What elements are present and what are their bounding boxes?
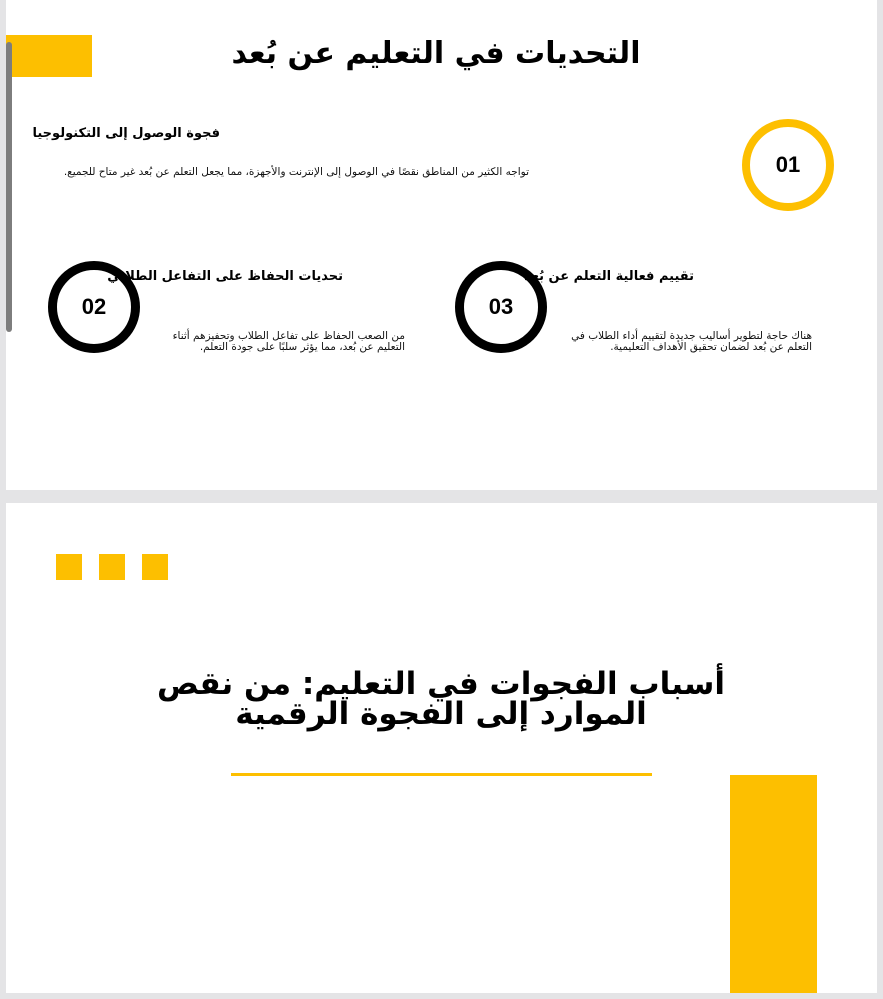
slide-2[interactable] xyxy=(6,503,877,993)
item-01-title: فجوة الوصول إلى التكنولوجيا xyxy=(32,126,220,141)
number-01: 01 xyxy=(775,152,801,177)
side-accent-bar xyxy=(730,775,817,993)
item-03-text: هناك حاجة لتطوير أساليب جديدة لتقييم أداء الطلاب في التعلم عن بُعد لضمان تحقيق الأهداف التعليمية. xyxy=(571,330,812,353)
number-03: 03 xyxy=(488,294,514,319)
item-02-title: تحديات الحفاظ على التفاعل الطلابي xyxy=(107,269,343,284)
title-accent-bar xyxy=(6,35,92,77)
slide-1-title: التحديات في التعليم عن بُعد xyxy=(231,36,641,71)
decor-square-3 xyxy=(142,554,168,580)
item-01-text: تواجه الكثير من المناطق نقصًا في الوصول إلى الإنترنت والأجهزة، مما يجعل التعلم عن بُعد غير متاح للجميع. xyxy=(63,166,529,178)
number-circle-01 xyxy=(742,119,834,211)
slide-2-title: أسباب الفجوات في التعليم: من نقص الموارد إلى الفجوة الرقمية xyxy=(156,666,726,732)
item-03-title: تقييم فعالية التعلم عن بُعد xyxy=(524,269,694,284)
number-02: 02 xyxy=(81,294,107,319)
decor-square-2 xyxy=(99,554,125,580)
slide-1[interactable] xyxy=(6,0,877,490)
item-02-text: من الصعب الحفاظ على تفاعل الطلاب وتحفيزهم أثناء التعليم عن بُعد، مما يؤثر سلبًا على جودة التعلم. xyxy=(172,330,405,353)
vertical-scrollbar[interactable] xyxy=(6,42,12,332)
title-underline xyxy=(231,773,652,776)
decor-square-1 xyxy=(56,554,82,580)
